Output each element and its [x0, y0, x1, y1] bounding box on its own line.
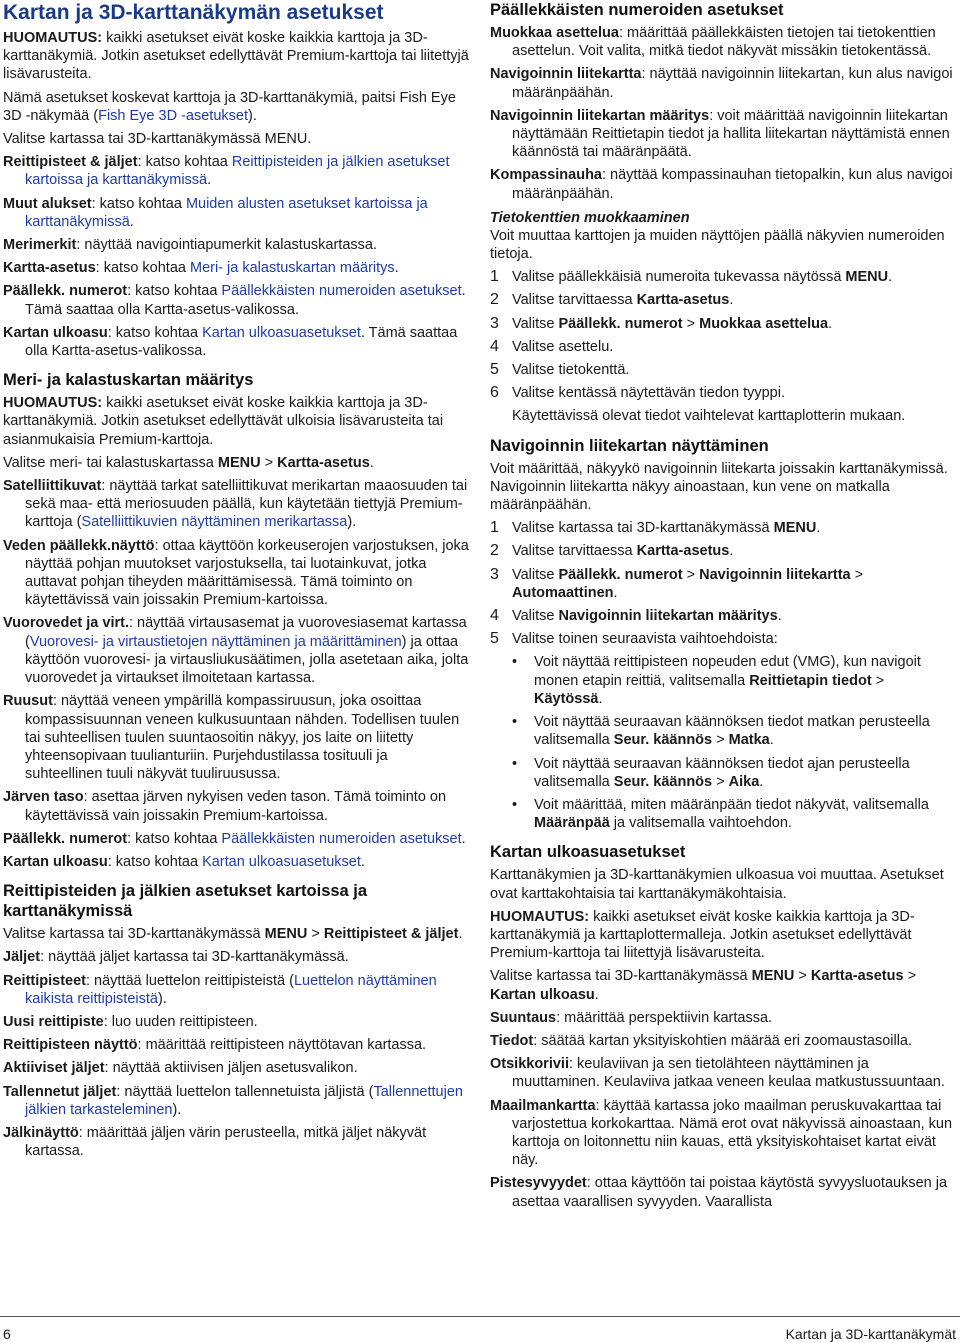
- entry-text: : määrittää reittipisteen näyttötavan kartassa.: [137, 1037, 427, 1054]
- keyword: Muokkaa asettelua: [699, 315, 829, 332]
- step-text: Valitse toinen seuraavista vaihtoehdoista:: [512, 631, 778, 648]
- keyword: Kartta-asetus: [810, 968, 904, 985]
- entry-text: : katso kohtaa: [137, 154, 232, 171]
- step-text: Valitse: [512, 566, 559, 583]
- heading-meri-kalastus: Meri- ja kalastuskartan määritys: [3, 371, 254, 390]
- separator: >: [682, 566, 700, 583]
- entry-label: Ruusut: [3, 693, 53, 710]
- entry-end: .: [360, 853, 365, 870]
- step-text: Valitse: [512, 315, 559, 332]
- step-end: .: [816, 520, 821, 537]
- entry-label: Kartan ulkoasu: [3, 324, 108, 341]
- step-number: 6: [490, 384, 499, 402]
- scope-text: Nämä asetukset koskevat karttoja ja 3D-karttanäkymiä, paitsi Fish Eye 3D -näkymää (: [3, 89, 456, 124]
- instruction-end: .: [594, 986, 599, 1003]
- ulkoasu-intro: Karttanäkymien ja 3D-karttanäkymien ulkoasua voi muuttaa. Asetukset ovat karttakohtaisia tai karttanäkymäkohtaisia.: [490, 867, 944, 902]
- keyword: Käytössä: [534, 690, 599, 707]
- entry-paallekk-numerot-2: [3, 830, 469, 848]
- meri-instruction: [3, 454, 469, 472]
- step-number: 4: [490, 337, 499, 355]
- entry-jarven-taso: [3, 788, 469, 824]
- step-6: [490, 384, 956, 402]
- link-satelliittikuvat[interactable]: Satelliittikuvien näyttäminen merikartassa: [81, 514, 348, 531]
- entry-label: Vuorovedet ja virt.: [3, 615, 129, 632]
- step-end: .: [613, 584, 618, 601]
- entry-text: : säätää kartan yksityiskohtien määrää eri zoomaustasoilla.: [533, 1032, 913, 1049]
- entry-label: Kompassinauha: [490, 167, 602, 184]
- entry-text: : näyttää jäljet kartassa tai 3D-karttanäkymässä.: [40, 949, 349, 966]
- entry-text: : määrittää perspektiivin kartassa.: [556, 1009, 773, 1026]
- page-number: 6: [3, 1326, 11, 1342]
- entry-reittipisteet: [3, 153, 469, 189]
- separator: >: [712, 773, 729, 790]
- bullet-text: Voit määrittää, miten määränpään tiedot näkyvät, valitsemalla: [534, 796, 929, 813]
- separator: >: [871, 672, 885, 689]
- separator: >: [260, 454, 278, 471]
- instruction-end: .: [369, 454, 374, 471]
- keyword: Reittietapin tiedot: [749, 672, 872, 689]
- instruction-text: Valitse kartassa tai 3D-karttanäkymässä: [3, 926, 265, 943]
- entry-text: : katso kohtaa: [127, 830, 222, 847]
- entry-paallekk-numerot: [3, 282, 469, 318]
- entry-text: : määrittää päällekkäisten tietojen tai tietokenttien asettelun. Voit valita, mitkä tiedot näkyvät missäkin tietokentässä.: [512, 25, 936, 60]
- keyword: Matka: [728, 732, 770, 749]
- entry-label: Navigoinnin liitekartta: [490, 66, 642, 83]
- separator: >: [307, 926, 324, 943]
- keyword: Navigoinnin liitekartta: [699, 566, 851, 583]
- entry-label: Merimerkit: [3, 237, 77, 254]
- heading-tietokentat: Tietokenttien muokkaaminen: [490, 209, 690, 226]
- menu-keyword: MENU: [751, 968, 795, 985]
- step-number: 2: [490, 542, 499, 560]
- entry-muokkaa-asettelua: [490, 24, 956, 60]
- link-tallennetut-jaljet[interactable]: Tallennettujen jälkien tarkasteleminen: [25, 1083, 463, 1118]
- step-text: Valitse asettelu.: [512, 338, 614, 355]
- link-reittipisteet-asetukset[interactable]: Reittipisteiden ja jälkien asetukset kartoissa ja karttanäkymissä: [25, 154, 450, 189]
- separator: >: [712, 732, 729, 749]
- entry-label: Uusi reittipiste: [3, 1013, 104, 1030]
- heading-reittipisteet-jaljet: Reittipisteiden ja jälkien asetukset kartoissa ja karttanäkymissä: [3, 882, 368, 921]
- bullet-end: ja valitsemalla vaihtoehdon.: [609, 815, 792, 832]
- entry-label: Päällekk. numerot: [3, 283, 128, 300]
- keyword: Automaattinen: [512, 584, 614, 601]
- step-6-note: Käytettävissä olevat tiedot vaihtelevat karttaplotterin mukaan.: [512, 408, 906, 425]
- entry-label: Kartta-asetus: [3, 260, 96, 277]
- entry-label: Navigoinnin liitekartan määritys: [490, 107, 710, 124]
- step-number: 5: [490, 630, 499, 648]
- entry-end: .: [207, 172, 212, 189]
- bullet-end: .: [769, 732, 774, 749]
- entry-text: : katso kohtaa: [127, 283, 222, 300]
- entry-jalkinaytto: [3, 1124, 469, 1160]
- entry-label: Tallennetut jäljet: [3, 1083, 117, 1100]
- entry-ruusut: [3, 692, 469, 783]
- entry-label: Kartan ulkoasu: [3, 853, 108, 870]
- entry-text: : keulaviivan ja sen tietolähteen näyttäminen ja muuttaminen. Keulaviiva jatkaa veneen keulaa matkustussuuntaan.: [512, 1056, 945, 1091]
- entry-text: : näyttää luettelon tallennetuista jäljistä (: [116, 1083, 374, 1100]
- entry-tallennetut-jaljet: [3, 1083, 469, 1119]
- entry-label: Reittipisteet: [3, 972, 86, 989]
- bullet-text: Voit näyttää reittipisteen nopeuden edut (VMG), kun navigoit monen etapin reittiä, valitsemalla: [534, 654, 921, 689]
- keyword: Päällekk. numerot: [558, 315, 683, 332]
- entry-kartan-ulkoasu-2: [3, 853, 469, 871]
- entry-label: Reittipisteet & jäljet: [3, 154, 138, 171]
- entry-text: : näyttää kompassinauhan tietopalkin, kun alus navigoi määränpäähän.: [512, 167, 953, 202]
- note-text: kaikki asetukset eivät koske kaikkia karttoja ja 3D-karttanäkymiä. Jotkin asetukset edellyttävät Premium-karttoja tai liitettyjä lisävarusteita.: [3, 30, 469, 83]
- navi-step-1: [490, 519, 956, 537]
- link-reittipisteluettelo[interactable]: Luettelon näyttäminen kaikista reittipisteistä: [25, 972, 437, 1007]
- entry-label: Satelliittikuvat: [3, 478, 102, 495]
- instruction-end: .: [458, 926, 463, 943]
- menu-keyword: MENU: [217, 454, 261, 471]
- step-end: .: [777, 608, 782, 625]
- link-muut-alukset[interactable]: Muiden alusten asetukset kartoissa ja karttanäkymissä: [25, 195, 428, 230]
- entry-label: Jäljet: [3, 949, 41, 966]
- bullet-text: Voit näyttää seuraavan käännöksen tiedot matkan perusteella valitsemalla: [534, 714, 930, 749]
- step-2: [490, 291, 956, 309]
- step-text: Valitse tarvittaessa: [512, 292, 637, 309]
- entry-text: : näyttää veneen ympärillä kompassiruusun, joka osoittaa kompassisuunnan veneen kulkusuuntaan nähden. Todellisen tuulen tai suhteellisen tuulen suuntaosoitin näkyy, jos laite on liitetty yhteensopivaan tuulianturiin. Purjehdustilassa tosituuli ja suhteellinen tuuli näkyvät tuuliruusussa.: [25, 693, 460, 783]
- entry-end: ) ja ottaa käyttöön vuorovesi- ja virtausliukusäätimen, jolla asetetaan aika, jolta vuorovedet ja virtaukset ilmoitetaan kartassa.: [25, 633, 469, 687]
- keyword: Kartan ulkoasu: [490, 986, 595, 1003]
- entry-label: Päällekk. numerot: [3, 830, 128, 847]
- entry-maailmankartta: [490, 1097, 956, 1170]
- entry-vuorovedet: [3, 614, 469, 687]
- bullet-text: Voit näyttää seuraavan käännöksen tiedot ajan perusteella valitsemalla: [534, 755, 910, 790]
- separator: >: [903, 968, 917, 985]
- entry-text: : voit määrittää navigoinnin liitekartan näyttämään Reittietapin tiedot ja hallita liitekartan näyttämistä ennen käännöstä tai määränpäätä.: [512, 107, 950, 161]
- entry-reittipisteet-lista: [3, 972, 469, 1008]
- entry-label: Muokkaa asettelua: [490, 25, 619, 41]
- menu-keyword: MENU: [845, 269, 889, 286]
- entry-text: : näyttää virtausasemat ja vuorovesiasemat kartassa (: [25, 615, 467, 650]
- entry-label: Muut alukset: [3, 195, 92, 212]
- entry-text: : luo uuden reittipisteen.: [103, 1013, 258, 1030]
- entry-label: Reittipisteen näyttö: [3, 1037, 138, 1054]
- navi-step-3: [490, 566, 956, 602]
- entry-end: ).: [172, 1101, 182, 1118]
- entry-end: ).: [157, 990, 167, 1007]
- entry-text: : näyttää navigointiapumerkit kalastuskartassa.: [76, 237, 377, 254]
- kartta-asetus-keyword: Kartta-asetus: [277, 454, 370, 471]
- entry-navigoinnin-liitekartta: [490, 65, 956, 101]
- entry-text: : asettaa järven nykyisen veden tason. Tämä toiminto on käytettävissä vain joissakin Premium-kartoissa.: [25, 789, 447, 824]
- step-number: 3: [490, 314, 499, 332]
- link-meri-kalastus[interactable]: Meri- ja kalastuskartan määritys: [189, 260, 395, 277]
- keyword: Päällekk. numerot: [558, 566, 683, 583]
- step-number: 3: [490, 565, 499, 583]
- entry-end: ).: [347, 514, 357, 531]
- keyword: Kartta-asetus: [636, 543, 730, 560]
- keyword: Seur. käännös: [613, 732, 713, 749]
- entry-label: Maailmankartta: [490, 1097, 596, 1114]
- entry-text: : katso kohtaa: [107, 324, 203, 341]
- entry-text: : ottaa käyttöön korkeuserojen varjostuksen, joka näyttää pohjan muutokset varjostuksella, tai luotainkuvat, jotka auttavat pohjan tiheyden määrittämisessä. Tämä toiminto on käytettävissä vain joissakin Premium-kartoissa.: [25, 537, 469, 609]
- entry-merimerkit: [3, 236, 469, 254]
- entry-label: Järven taso: [3, 789, 84, 806]
- entry-end: .: [394, 260, 399, 277]
- step-text: Valitse tarvittaessa: [512, 543, 637, 560]
- entry-liitekartan-maaritys: [490, 107, 956, 162]
- link-paallekkaiset-numerot-2[interactable]: Päällekkäisten numeroiden asetukset: [221, 830, 462, 847]
- step-3: [490, 315, 956, 333]
- link-vuorovesi[interactable]: Vuorovesi- ja virtaustietojen näyttäminen ja määrittäminen: [29, 633, 402, 650]
- entry-jaljet: [3, 948, 469, 966]
- navi-step-2: [490, 542, 956, 560]
- separator: >: [850, 566, 864, 583]
- heading-kartan-ulkoasu: Kartan ulkoasuasetukset: [490, 843, 686, 862]
- step-text: Valitse tietokenttä.: [512, 362, 630, 379]
- step-1: [490, 268, 956, 286]
- entry-otsikkorivi: [490, 1055, 956, 1091]
- entry-text: : näyttää navigoinnin liitekartan, kun alus navigoi määränpäähän.: [512, 66, 953, 101]
- link-paallekkaiset-numerot[interactable]: Päällekkäisten numeroiden asetukset: [221, 283, 462, 300]
- right-column: [490, 0, 956, 1216]
- step-number: 5: [490, 361, 499, 379]
- entry-text: : määrittää jäljen värin perusteella, mitkä jäljet näkyvät kartassa.: [25, 1124, 427, 1160]
- menu-keyword: MENU: [773, 520, 817, 537]
- entry-text: : ottaa käyttöön tai poistaa käytöstä syvyysluotauksen ja asettaa vaarallisen syvyyden. Vaarallista: [512, 1175, 948, 1210]
- reitti-instruction: [3, 925, 469, 943]
- footer-rule: [0, 1316, 960, 1317]
- entry-label: Otsikkorivii: [490, 1056, 569, 1073]
- keyword: Seur. käännös: [613, 773, 713, 790]
- link-kartan-ulkoasu[interactable]: Kartan ulkoasuasetukset: [202, 324, 361, 341]
- entry-uusi-reittipiste: [3, 1013, 469, 1031]
- note-label: HUOMAUTUS:: [3, 30, 103, 46]
- entry-label: Veden päällekk.näyttö: [3, 537, 155, 554]
- entry-end: . Tämä saattaa olla Kartta-asetus-valikossa.: [25, 324, 458, 360]
- entry-label: Tiedot: [490, 1032, 534, 1049]
- ulkoasu-instruction: [490, 967, 956, 1003]
- entry-reittipisteen-naytto: [3, 1036, 469, 1054]
- step-4: [490, 338, 956, 356]
- entry-label: Jälkinäyttö: [3, 1124, 79, 1141]
- instruction-text: Valitse meri- tai kalastuskartassa: [3, 454, 218, 471]
- entry-kartta-asetus: [3, 259, 469, 277]
- meri-note: [3, 394, 469, 449]
- keyword: Määränpää: [534, 815, 610, 832]
- entry-kartan-ulkoasu: [3, 324, 469, 360]
- keyword: Aika: [728, 773, 760, 790]
- note-text: kaikki asetukset eivät koske kaikkia karttoja ja 3D-karttanäkymiä ja karttaplottermalleja. Jotkin asetukset edellyttävät Premium-karttoja tai liitettyjä lisävarusteita.: [490, 908, 915, 962]
- note-label: HUOMAUTUS:: [490, 908, 590, 925]
- navi-intro: Voit määrittää, näkyykö navigoinnin liitekarta joissakin karttanäkymissä. Navigoinnin liitekartta näkyy ainoastaan, kun vene on matkalla määränpäähän.: [490, 460, 948, 514]
- menu-instruction: Valitse kartassa tai 3D-karttanäkymässä MENU.: [3, 131, 312, 148]
- link-kartan-ulkoasu-2[interactable]: Kartan ulkoasuasetukset: [202, 853, 361, 870]
- step-text: Valitse kartassa tai 3D-karttanäkymässä: [512, 520, 774, 537]
- entry-kompassinauha: [490, 166, 956, 202]
- ulkoasu-note: [490, 908, 956, 963]
- step-text: Valitse: [512, 608, 559, 625]
- entry-muut-alukset: [3, 195, 469, 231]
- bullet-end: .: [598, 690, 603, 707]
- step-5: [490, 361, 956, 379]
- step-end: .: [729, 292, 734, 309]
- entry-end: .: [461, 830, 466, 847]
- left-column: [3, 0, 469, 1165]
- link-fish-eye[interactable]: Fish Eye 3D -asetukset: [98, 107, 248, 124]
- step-end: .: [729, 543, 734, 560]
- scope-end: ).: [248, 107, 257, 124]
- step-text: Valitse kentässä näytettävän tiedon tyyppi.: [512, 385, 785, 402]
- note-label: HUOMAUTUS:: [3, 395, 103, 412]
- navi-step-4: [490, 607, 956, 625]
- step-number: 2: [490, 291, 499, 309]
- heading-paallekkaiset: Päällekkäisten numeroiden asetukset: [490, 1, 784, 19]
- step-number: 1: [490, 268, 499, 286]
- page-title: Kartan ja 3D-karttanäkymän asetukset: [3, 1, 384, 24]
- entry-text: : näyttää luettelon reittipisteistä (: [86, 972, 294, 989]
- step-end: .: [828, 315, 833, 332]
- menu-keyword: MENU: [264, 926, 308, 943]
- bullet-maaranpaa: [490, 796, 956, 832]
- entry-text: : käyttää kartassa joko maailman peruskuvakarttaa tai varjostettua korkokarttaa. Nämä erot ovat näkyvissä ainoastaan, kun karttoja on loitonnettu niin kauas, että yksityiskohtaiset kartat eivät näy.: [512, 1097, 953, 1169]
- entry-text: : näyttää aktiivisen jäljen asetusvalikon.: [104, 1060, 358, 1077]
- bullet-end: .: [759, 773, 764, 790]
- bullet-aika: [490, 755, 956, 791]
- entry-text: : näyttää tarkat satelliittikuvat merikartan maaosuuden tai sekä maa- että meriosuuden päällä, kun käytetään tiettyjä Premium-karttoja (: [25, 478, 468, 531]
- entry-tiedot: [490, 1032, 956, 1050]
- step-number: 4: [490, 607, 499, 625]
- entry-veden-paallekk: [3, 537, 469, 610]
- step-end: .: [888, 269, 893, 286]
- tietokentat-intro: Voit muuttaa karttojen ja muiden näyttöjen päällä näkyvien numeroiden tietoja.: [490, 227, 945, 263]
- separator: >: [794, 968, 811, 985]
- entry-aktiiviset-jaljet: [3, 1059, 469, 1077]
- instruction-text: Valitse kartassa tai 3D-karttanäkymässä: [490, 968, 752, 985]
- footer-title: Kartan ja 3D-karttanäkymät: [785, 1326, 956, 1342]
- entry-suuntaus: [490, 1009, 956, 1027]
- scope-paragraph: [3, 89, 469, 125]
- reittipisteet-keyword: Reittipisteet & jäljet: [323, 926, 459, 943]
- separator: >: [682, 315, 700, 332]
- entry-label: Suuntaus: [490, 1009, 557, 1026]
- entry-text: : katso kohtaa: [91, 195, 186, 212]
- entry-label: Aktiiviset jäljet: [3, 1060, 105, 1077]
- bullet-reittietappi: [490, 653, 956, 708]
- heading-navigoinnin-liitekartta: Navigoinnin liitekartan näyttäminen: [490, 436, 769, 455]
- keyword: Navigoinnin liitekartan määritys: [558, 608, 778, 625]
- entry-pistesyvyydet: [490, 1174, 956, 1210]
- step-number: 1: [490, 519, 499, 537]
- bullet-matka: [490, 713, 956, 749]
- step-text: Valitse päällekkäisiä numeroita tukevassa näytössä: [512, 269, 846, 286]
- navi-step-5: [490, 630, 956, 648]
- entry-text: : katso kohtaa: [107, 853, 203, 870]
- entry-end: . Tämä saattaa olla Kartta-asetus-valikossa.: [25, 283, 466, 318]
- entry-label: Pistesyvyydet: [490, 1175, 587, 1192]
- note-text: kaikki asetukset eivät koske kaikkia karttoja ja 3D-karttanäkymiä. Jotkin asetukset edellyttävät ulkoisia lisävarusteita tai asianmukaisia Premium-karttoja.: [3, 395, 444, 448]
- keyword: Kartta-asetus: [636, 292, 730, 309]
- entry-end: .: [129, 213, 134, 230]
- entry-text: : katso kohtaa: [95, 260, 190, 277]
- entry-satelliittikuvat: [3, 477, 469, 532]
- note-paragraph: [3, 29, 469, 84]
